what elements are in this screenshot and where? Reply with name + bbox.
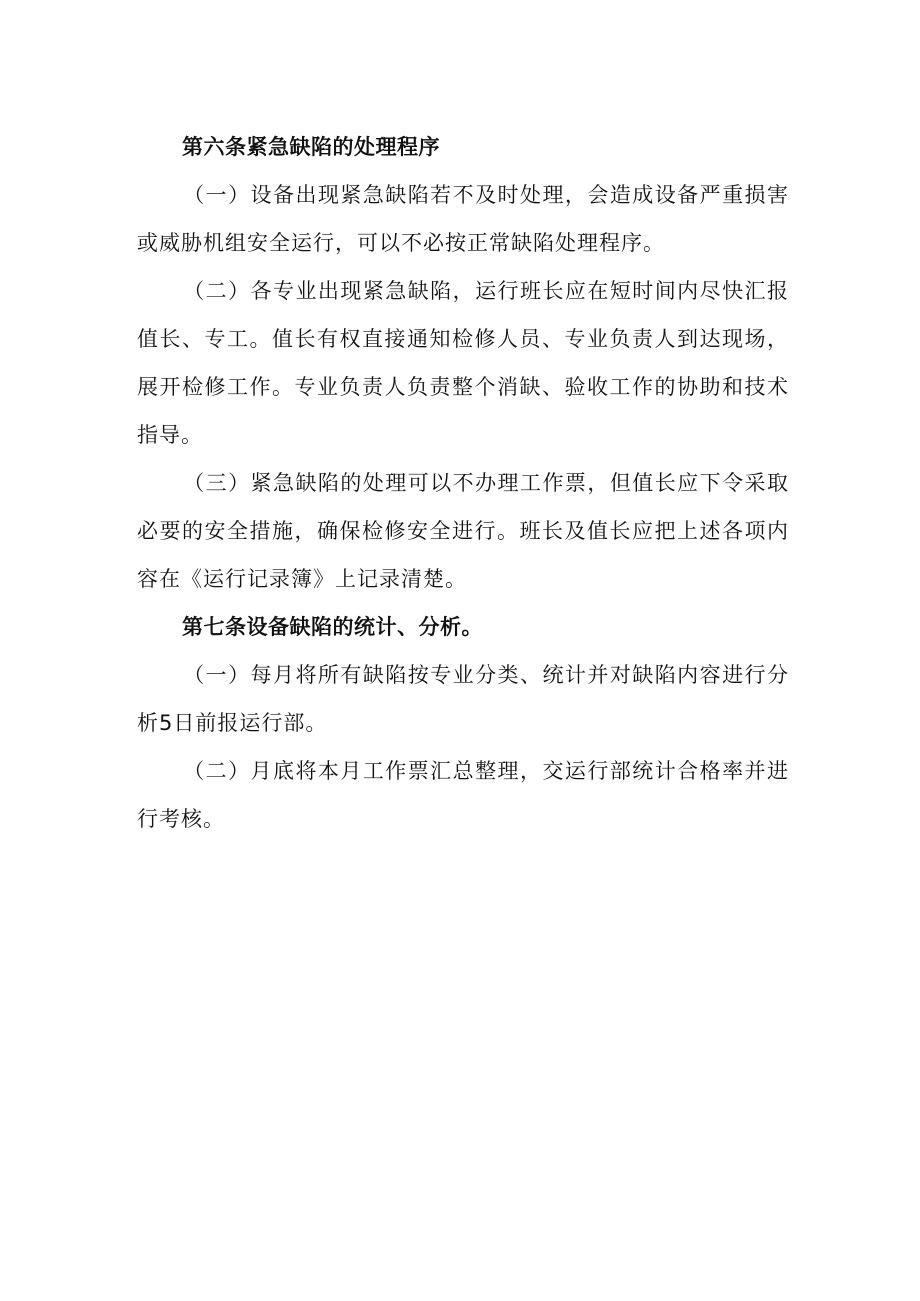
article-6-item-2: （二）各专业出现紧急缺陷，运行班长应在短时间内尽快汇报值长、专工。值长有权直接通知检修人员、专业负责人到达现场，展开检修工作。专业负责人负责整个消缺、验收工作的协助和技术指导。 — [137, 279, 789, 447]
document-body — [137, 123, 789, 843]
article-7-heading: 第七条设备缺陷的统计、分析。 — [182, 615, 483, 639]
article-7-item-1: （一）每月将所有缺陷按专业分类、统计并对缺陷内容进行分析5日前报运行部。 — [137, 663, 789, 735]
article-6-item-1: （一）设备出现紧急缺陷若不及时处理，会造成设备严重损害或威胁机组安全运行，可以不必按正常缺陷处理程序。 — [137, 183, 789, 255]
article-7-item-2: （二）月底将本月工作票汇总整理，交运行部统计合格率并进行考核。 — [137, 759, 789, 831]
article-6-item-3: （三）紧急缺陷的处理可以不办理工作票，但值长应下令采取必要的安全措施，确保检修安全进行。班长及值长应把上述各项内容在《运行记录簿》上记录清楚。 — [137, 471, 789, 591]
article-6-heading: 第六条紧急缺陷的处理程序 — [182, 135, 440, 159]
